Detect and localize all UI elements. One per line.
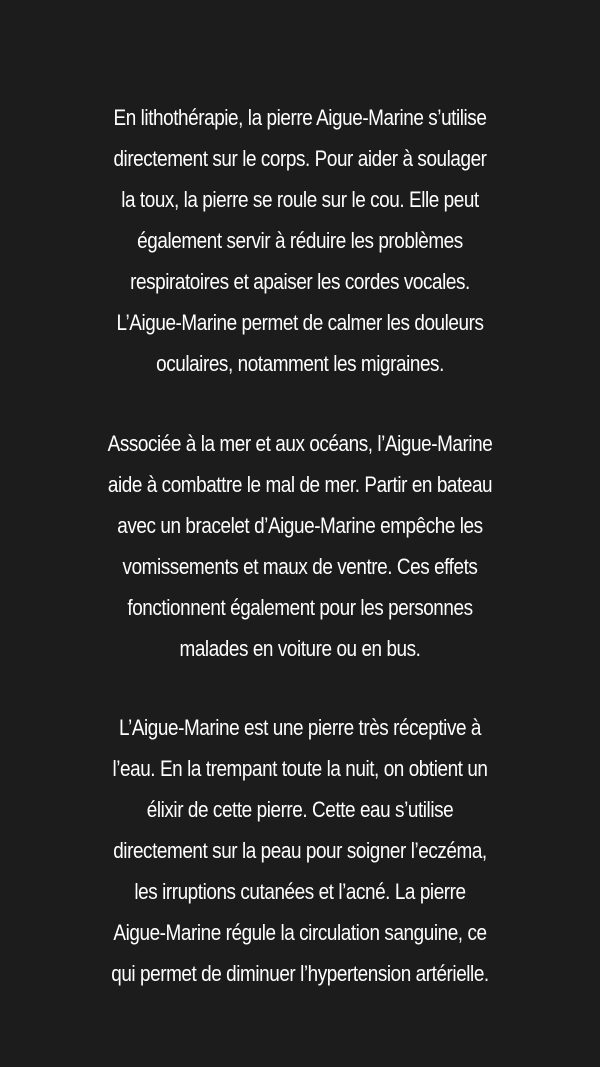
paragraph-line: L’Aigue-Marine permet de calmer les douleurs [116, 310, 484, 335]
paragraph-water-elixir [76, 707, 523, 994]
paragraph-line: également servir à réduire les problèmes [137, 228, 463, 253]
paragraph-sea [76, 423, 523, 669]
paragraph-line: malades en voiture ou en bus. [179, 636, 421, 661]
paragraph-line: l’eau. En la trempant toute la nuit, on obtient un [112, 756, 488, 781]
paragraph-line: la toux, la pierre se roule sur le cou. Elle peut [121, 187, 479, 212]
paragraph-line: L’Aigue-Marine est une pierre très réceptive à [119, 715, 481, 740]
paragraph-line: vomissements et maux de ventre. Ces effets [122, 554, 478, 579]
paragraph-line: directement sur le corps. Pour aider à soulager [113, 146, 487, 171]
paragraph-line: fonctionnent également pour les personnes [127, 595, 473, 620]
paragraph-line: respiratoires et apaiser les cordes vocales. [130, 269, 470, 294]
paragraph-lithotherapy [76, 97, 523, 384]
paragraph-line: élixir de cette pierre. Cette eau s’utilise [146, 797, 454, 822]
paragraph-line: directement sur la peau pour soigner l’eczéma, [113, 838, 487, 863]
paragraph-line: qui permet de diminuer l’hypertension artérielle. [111, 961, 489, 986]
paragraph-line: les irruptions cutanées et l’acné. La pierre [134, 879, 466, 904]
paragraph-line: Associée à la mer et aux océans, l’Aigue-Marine [107, 431, 493, 456]
paragraph-line: aide à combattre le mal de mer. Partir en bateau [107, 472, 493, 497]
paragraph-line: oculaires, notamment les migraines. [156, 351, 444, 376]
paragraph-line: En lithothérapie, la pierre Aigue-Marine s’utilise [113, 105, 487, 130]
paragraph-line: avec un bracelet d’Aigue-Marine empêche les [117, 513, 483, 538]
paragraph-line: Aigue-Marine régule la circulation sanguine, ce [113, 920, 487, 945]
